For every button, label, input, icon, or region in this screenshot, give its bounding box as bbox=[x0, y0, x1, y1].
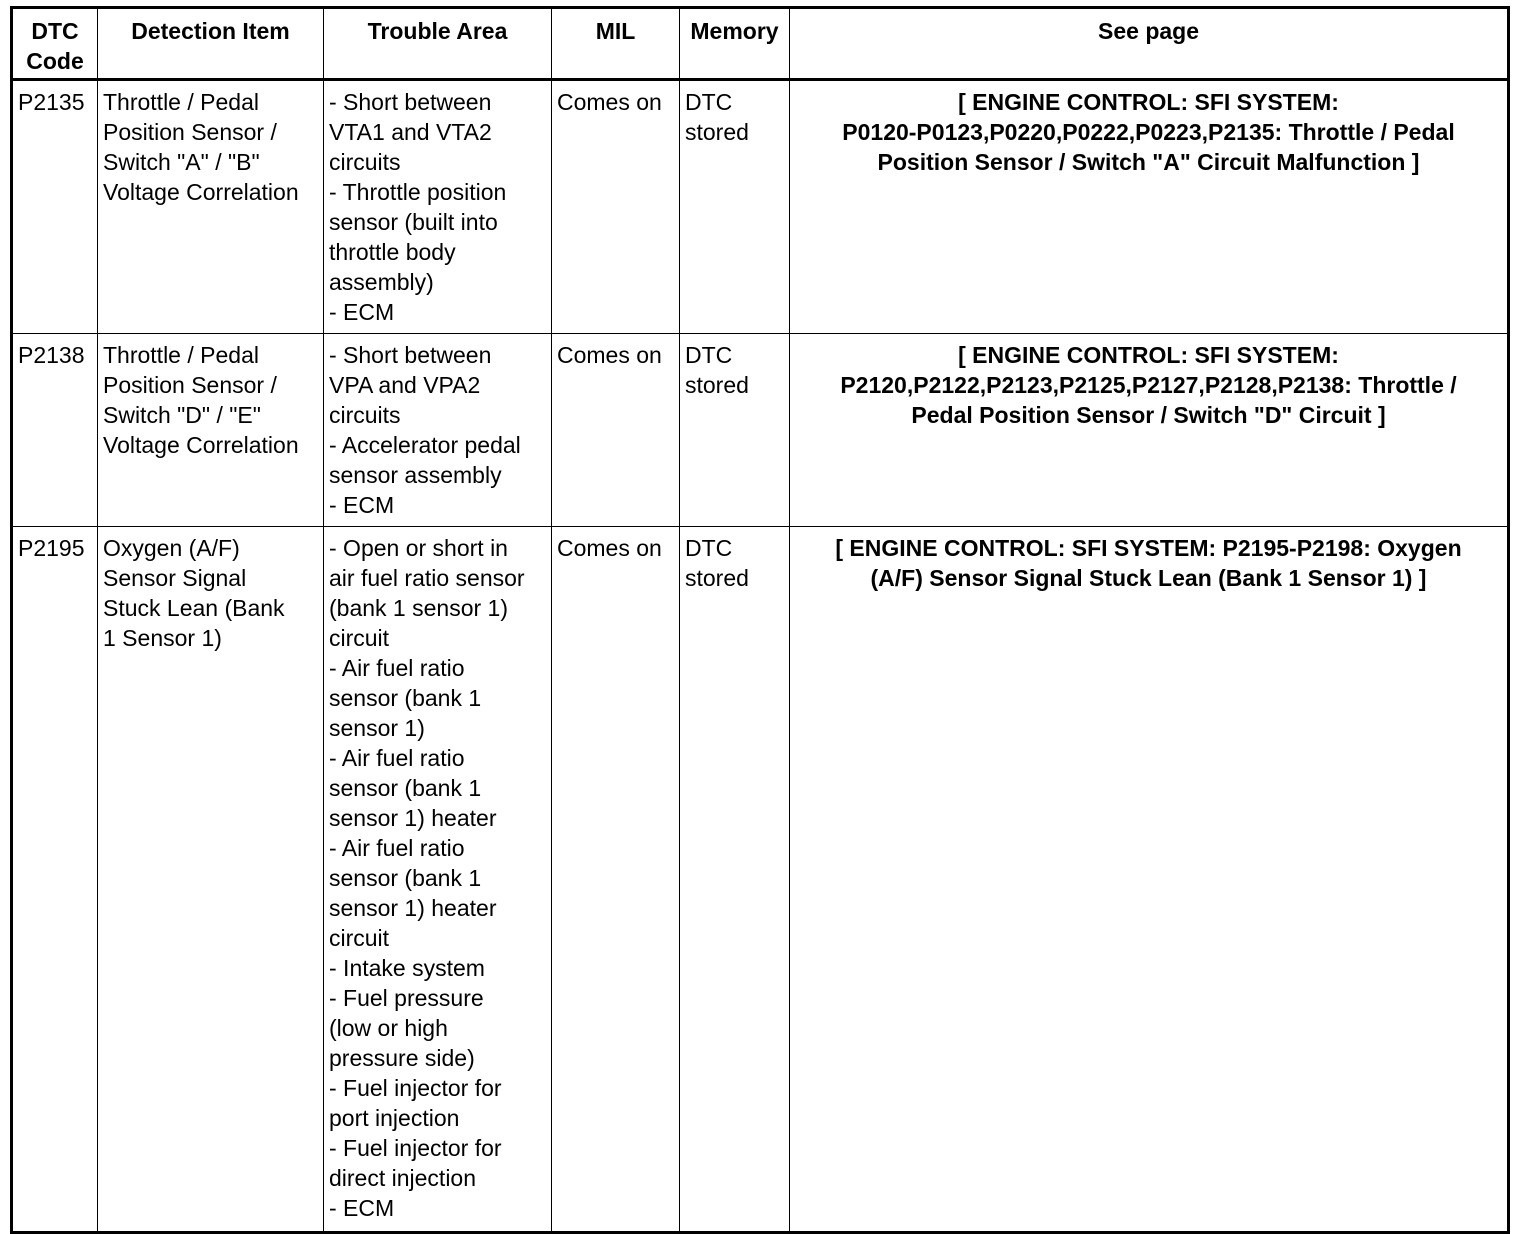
table-body bbox=[12, 80, 1509, 1233]
table-row bbox=[12, 80, 1509, 334]
trouble-area-cell: - Short between VTA1 and VTA2 circuits - Throttle position sensor (built into throttle body assembly) - ECM bbox=[324, 80, 552, 334]
trouble-area-cell: - Short between VPA and VPA2 circuits - Accelerator pedal sensor assembly - ECM bbox=[324, 334, 552, 527]
table-row bbox=[12, 334, 1509, 527]
mil-cell: Comes on bbox=[552, 334, 680, 527]
dtc-code-cell: P2195 bbox=[12, 527, 98, 1233]
dtc-table bbox=[10, 6, 1510, 1234]
detection-item-cell: Throttle / Pedal Position Sensor / Switch "D" / "E" Voltage Correlation bbox=[98, 334, 324, 527]
header-row bbox=[12, 8, 1509, 80]
see-page-link[interactable]: [ ENGINE CONTROL: SFI SYSTEM: P0120-P0123,P0220,P0222,P0223,P2135: Throttle / Pedal Position Sensor / Switch "A" Circuit Malfunction ] bbox=[790, 80, 1509, 334]
dtc-code-cell: P2135 bbox=[12, 80, 98, 334]
detection-item-cell: Oxygen (A/F) Sensor Signal Stuck Lean (Bank 1 Sensor 1) bbox=[98, 527, 324, 1233]
table-header bbox=[12, 8, 1509, 80]
dtc-code-cell: P2138 bbox=[12, 334, 98, 527]
memory-cell: DTC stored bbox=[680, 80, 790, 334]
detection-item-cell: Throttle / Pedal Position Sensor / Switch "A" / "B" Voltage Correlation bbox=[98, 80, 324, 334]
memory-cell: DTC stored bbox=[680, 527, 790, 1233]
see-page-link[interactable]: [ ENGINE CONTROL: SFI SYSTEM: P2120,P2122,P2123,P2125,P2127,P2128,P2138: Throttle / Pedal Position Sensor / Switch "D" Circuit ] bbox=[790, 334, 1509, 527]
header-trouble-area: Trouble Area bbox=[324, 8, 552, 80]
table-row bbox=[12, 527, 1509, 1233]
header-detection-item: Detection Item bbox=[98, 8, 324, 80]
mil-cell: Comes on bbox=[552, 527, 680, 1233]
trouble-area-cell: - Open or short in air fuel ratio sensor (bank 1 sensor 1) circuit - Air fuel ratio sensor (bank 1 sensor 1) - Air fuel ratio sensor (bank 1 sensor 1) heater - Air fuel ratio sensor (bank 1 sensor 1) heater circuit - Intake system - Fuel pressure (low or high pressure side) - Fuel injector for port injection - Fuel injector for direct injection - ECM bbox=[324, 527, 552, 1233]
header-memory: Memory bbox=[680, 8, 790, 80]
memory-cell: DTC stored bbox=[680, 334, 790, 527]
header-dtc-code: DTC Code bbox=[12, 8, 98, 80]
header-mil: MIL bbox=[552, 8, 680, 80]
header-see-page: See page bbox=[790, 8, 1509, 80]
see-page-link[interactable]: [ ENGINE CONTROL: SFI SYSTEM: P2195-P2198: Oxygen (A/F) Sensor Signal Stuck Lean (Bank 1 Sensor 1) ] bbox=[790, 527, 1509, 1233]
mil-cell: Comes on bbox=[552, 80, 680, 334]
